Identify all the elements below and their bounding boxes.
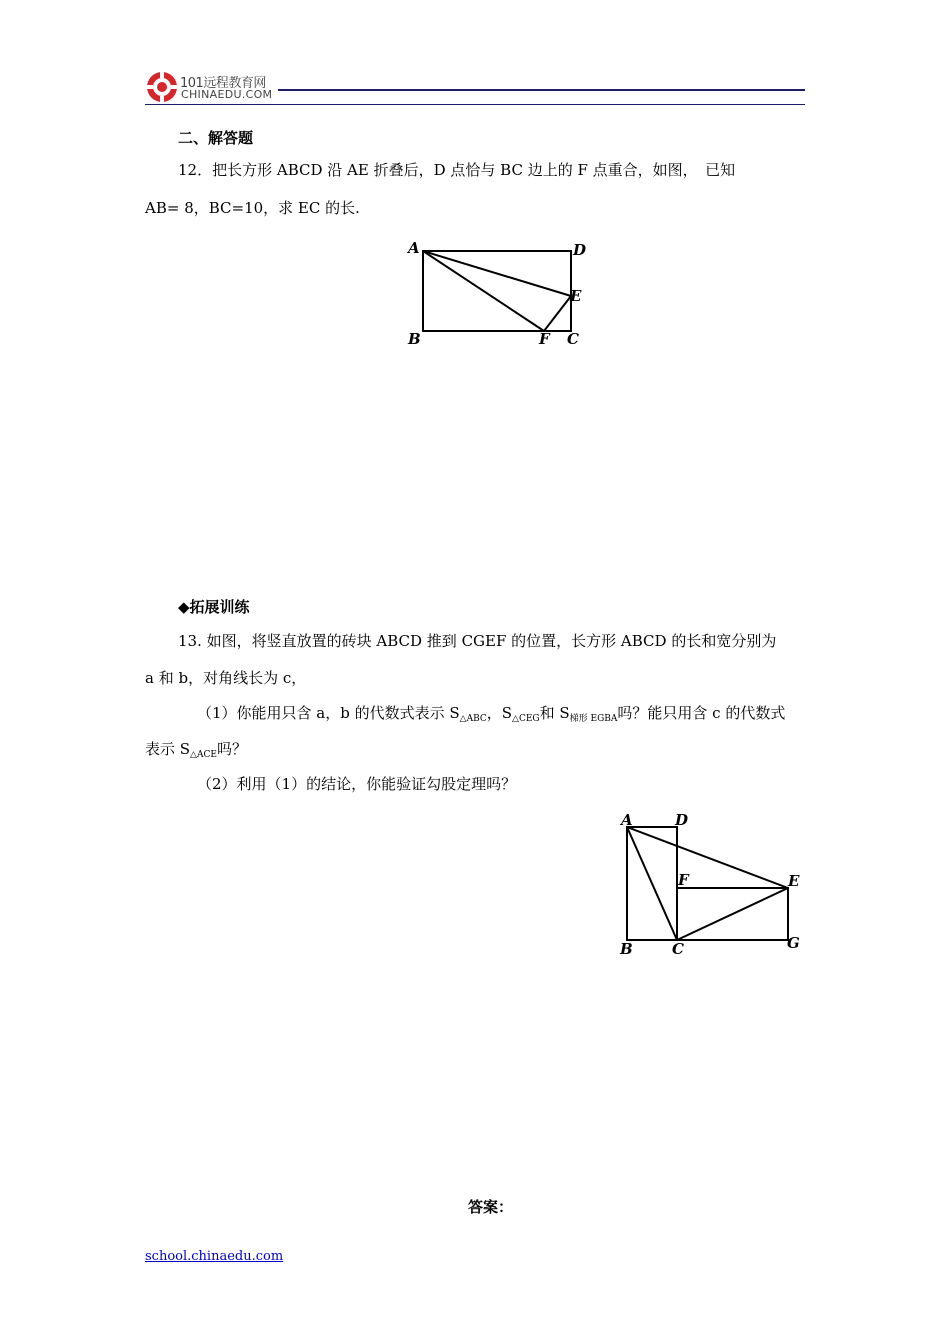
q13-part1-line1: （1）你能用只含 a，b 的代数式表示 $S_{\triangle ABC}$，$S_{\triangle CEG}$和 $S_{梯形 EGBA}$吗？能只用含 c 的代数式 xyxy=(197,704,786,724)
q13-part1-line2: 表示 $S_{\triangle ACE}$吗？ xyxy=(145,740,247,760)
label-c: C xyxy=(567,330,579,348)
label-a: A xyxy=(408,239,420,257)
answer-label: 答案： xyxy=(468,1198,514,1216)
label-e: E xyxy=(788,872,800,890)
q12-line1: 12．把长方形 ABCD 沿 AE 折叠后，D 点恰与 BC 边上的 F 点重合，如图， 已知 xyxy=(178,161,736,179)
label-c: C xyxy=(672,940,684,958)
section-heading-extend: ◆拓展训练 xyxy=(178,598,250,616)
segment-ce xyxy=(677,888,788,940)
segment-ae xyxy=(423,251,571,296)
figure-brick-push xyxy=(610,806,810,961)
label-g: G xyxy=(787,934,800,952)
q13-part2: （2）利用（1）的结论，你能验证勾股定理吗？ xyxy=(197,775,517,793)
q12-line2: AB= 8，BC=10，求 EC 的长. xyxy=(145,199,360,217)
label-d: D xyxy=(573,241,587,259)
segment-af xyxy=(423,251,544,331)
label-f: F xyxy=(539,330,550,348)
q13-line2: a 和 b，对角线长为 c， xyxy=(145,669,307,687)
logo-text-en: CHINAEDU.COM xyxy=(181,88,273,101)
segment-fe xyxy=(544,296,571,331)
label-e: E xyxy=(570,287,582,305)
rect-abcd xyxy=(423,251,571,331)
label-a: A xyxy=(621,811,633,829)
label-b: B xyxy=(620,940,633,958)
figure-rectangle-fold xyxy=(400,236,600,351)
label-d: D xyxy=(675,811,689,829)
header-rule-top xyxy=(278,89,805,91)
logo-icon xyxy=(145,70,179,104)
logo-text-cn: 101远程教育网 xyxy=(180,76,266,91)
header-rule-bottom xyxy=(145,104,805,105)
footer-link[interactable]: school.chinaedu.com xyxy=(145,1249,284,1264)
label-b: B xyxy=(408,330,421,348)
segment-ae xyxy=(627,827,788,888)
q13-line1: 13. 如图，将竖直放置的砖块 ABCD 推到 CGEF 的位置，长方形 ABCD 的长和宽分别为 xyxy=(178,632,777,650)
label-f: F xyxy=(678,871,689,889)
section-heading-answer: 二、解答题 xyxy=(178,129,254,147)
